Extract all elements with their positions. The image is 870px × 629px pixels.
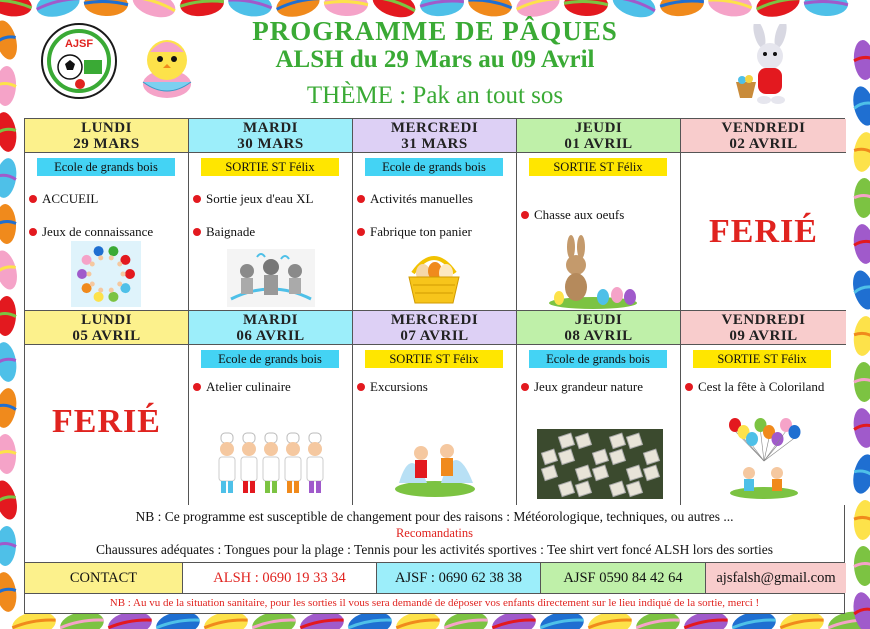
day-cell-jeudi-01 [517,153,681,311]
location-tag: Ecole de grands bois [365,158,503,176]
cooking-kids-illustration [217,431,325,497]
chef-leg [272,481,277,493]
balloon [772,432,784,446]
child-head [98,288,103,293]
day-cell-vendredi-09 [681,345,846,506]
chef-leg [309,481,314,493]
chef-leg [221,481,226,493]
balloon [789,425,801,439]
program-grid [24,118,845,505]
day-header-jeudi-01: JEUDI 01 AVRIL [517,119,681,153]
day-header-vendredi-09: VENDREDI 09 AVRIL [681,311,846,345]
chef-hat [221,433,233,443]
location-tag: SORTIE ST Félix [693,350,831,368]
egg-decoration [0,571,19,614]
child-head [117,262,122,267]
sanitary-footnote: NB : Au vu de la situation sanitaire, pour les sorties il vous sera demandé de déposer vos enfants directement sur le lieu indiqué de la sortie, merci ! [24,594,845,614]
excursion-kids-illustration [391,423,479,499]
activity-item: Jeux de connaissance [29,224,153,240]
contact-alsh-phone: ALSH : 0690 19 33 34 [183,563,377,593]
bullet-icon [29,228,37,236]
bullet-icon [685,383,693,391]
bullet-icon [193,195,201,203]
day-cell-vendredi-02 [681,153,846,311]
child-head [90,281,95,286]
bunny-egg-hunt-illustration [547,235,639,309]
day-cell-mercredi-07 [353,345,517,506]
child-figure [125,269,135,279]
chef-apron [307,457,323,481]
egg-decoration [0,478,21,522]
activity-item: Activités manuelles [357,191,473,207]
day-cell-lundi-29 [25,153,189,311]
day-header-lundi-29: LUNDI 29 MARS [25,119,189,153]
bullet-icon [357,228,365,236]
giant-scrabble-illustration [537,429,663,499]
activity-item: Cest la fête à Coloriland [685,379,824,395]
day-header-mercredi-31: MERCREDI 31 MARS [353,119,517,153]
chef-apron [285,457,301,481]
child-figure [77,269,87,279]
chef-apron [241,457,257,481]
chef-hat [309,433,321,443]
chef-head [308,442,322,456]
chef-leg [265,481,270,493]
child-head [109,288,114,293]
child-head [121,272,126,277]
chef-leg [243,481,248,493]
child-figure [94,246,104,256]
page-subtitle: ALSH du 29 Mars au 09 Avril [275,46,595,73]
balloon [746,432,758,446]
child-head [87,272,92,277]
day-header-vendredi-02: VENDREDI 02 AVRIL [681,119,846,153]
child-head [98,255,103,260]
recommendations-text: Chaussures adéquates : Tongues pour la plage : Tennis pour les activités sportives : Tee shirt vert foncé ALSH lors des sorties [96,542,773,557]
chef-apron [219,457,235,481]
egg-basket-illustration [403,249,465,307]
bullet-icon [357,383,365,391]
change-notice: NB : Ce programme est susceptible de changement pour des raisons : Météorologique, techniques, ou autres ... [135,509,734,524]
chef-head [264,442,278,456]
child-figure [108,292,118,302]
theme-line: THÈME : Pak an tout sos [306,82,564,109]
bullet-icon [193,228,201,236]
chef-hat [287,433,299,443]
activity-item: Excursions [357,379,428,395]
egg-decoration [0,248,21,292]
location-tag: Ecole de grands bois [201,350,339,368]
day-header-jeudi-08: JEUDI 08 AVRIL [517,311,681,345]
chef-hat [265,433,277,443]
location-tag: SORTIE ST Félix [529,158,667,176]
holiday-label: FERIÉ [52,403,161,440]
chef-leg [228,481,233,493]
chef-leg [287,481,292,493]
egg-decoration [852,315,870,357]
child-head [90,262,95,267]
svg-text:AJSF: AJSF [64,38,94,50]
location-tag: SORTIE ST Félix [365,350,503,368]
chef-leg [250,481,255,493]
child-head [117,281,122,286]
location-tag: Ecole de grands bois [529,350,667,368]
chef-head [242,442,256,456]
water-play-illustration [227,249,315,307]
contact-ajsf-landline: AJSF 0590 84 42 64 [541,563,706,593]
activity-item: Chasse aux oeufs [521,207,624,223]
egg-decoration [850,452,870,495]
balloon-party-illustration [727,415,801,501]
bullet-icon [357,195,365,203]
activity-item: Fabrique ton panier [357,224,472,240]
day-header-mardi-06: MARDI 06 AVRIL [189,311,353,345]
activity-item: Atelier culinaire [193,379,291,395]
child-figure [94,292,104,302]
chef-leg [294,481,299,493]
activity-item: Jeux grandeur nature [521,379,643,395]
chef-head [286,442,300,456]
day-cell-mercredi-31 [353,153,517,311]
location-tag: Ecole de grands bois [37,158,175,176]
chef-apron [263,457,279,481]
egg-decoration [851,131,870,174]
recommendations-title: Recomandatins [395,526,474,540]
contact-row [24,563,845,594]
location-tag: SORTIE ST Félix [201,158,339,176]
activity-item: Baignade [193,224,255,240]
day-cell-mardi-30 [189,153,353,311]
day-header-lundi-05: LUNDI 05 AVRIL [25,311,189,345]
chef-head [220,442,234,456]
day-cell-jeudi-08 [517,345,681,506]
child-figure [108,246,118,256]
day-header-mercredi-07: MERCREDI 07 AVRIL [353,311,517,345]
chef-leg [316,481,321,493]
activity-item: ACCUEIL [29,191,98,207]
holiday-label: FERIÉ [709,213,818,250]
contact-email: ajsfalsh@gmail.com [706,563,846,593]
easter-bunny-illustration [728,24,804,108]
day-cell-lundi-05 [25,345,189,506]
child-head [109,255,114,260]
chef-hat [243,433,255,443]
page-title: PROGRAMME DE PÂQUES [252,16,618,46]
children-circle-illustration [71,241,141,307]
day-header-mardi-30: MARDI 30 MARS [189,119,353,153]
bullet-icon [29,195,37,203]
header [0,0,870,118]
notes-section [24,505,845,563]
activity-item: Sortie jeux d'eau XL [193,191,313,207]
bullet-icon [521,211,529,219]
day-cell-mardi-06 [189,345,353,506]
contact-ajsf-mobile: AJSF : 0690 62 38 38 [377,563,541,593]
bullet-icon [521,383,529,391]
balloon-string [761,431,765,461]
egg-decoration [0,341,19,384]
contact-label: CONTACT [25,563,183,593]
bullet-icon [193,383,201,391]
